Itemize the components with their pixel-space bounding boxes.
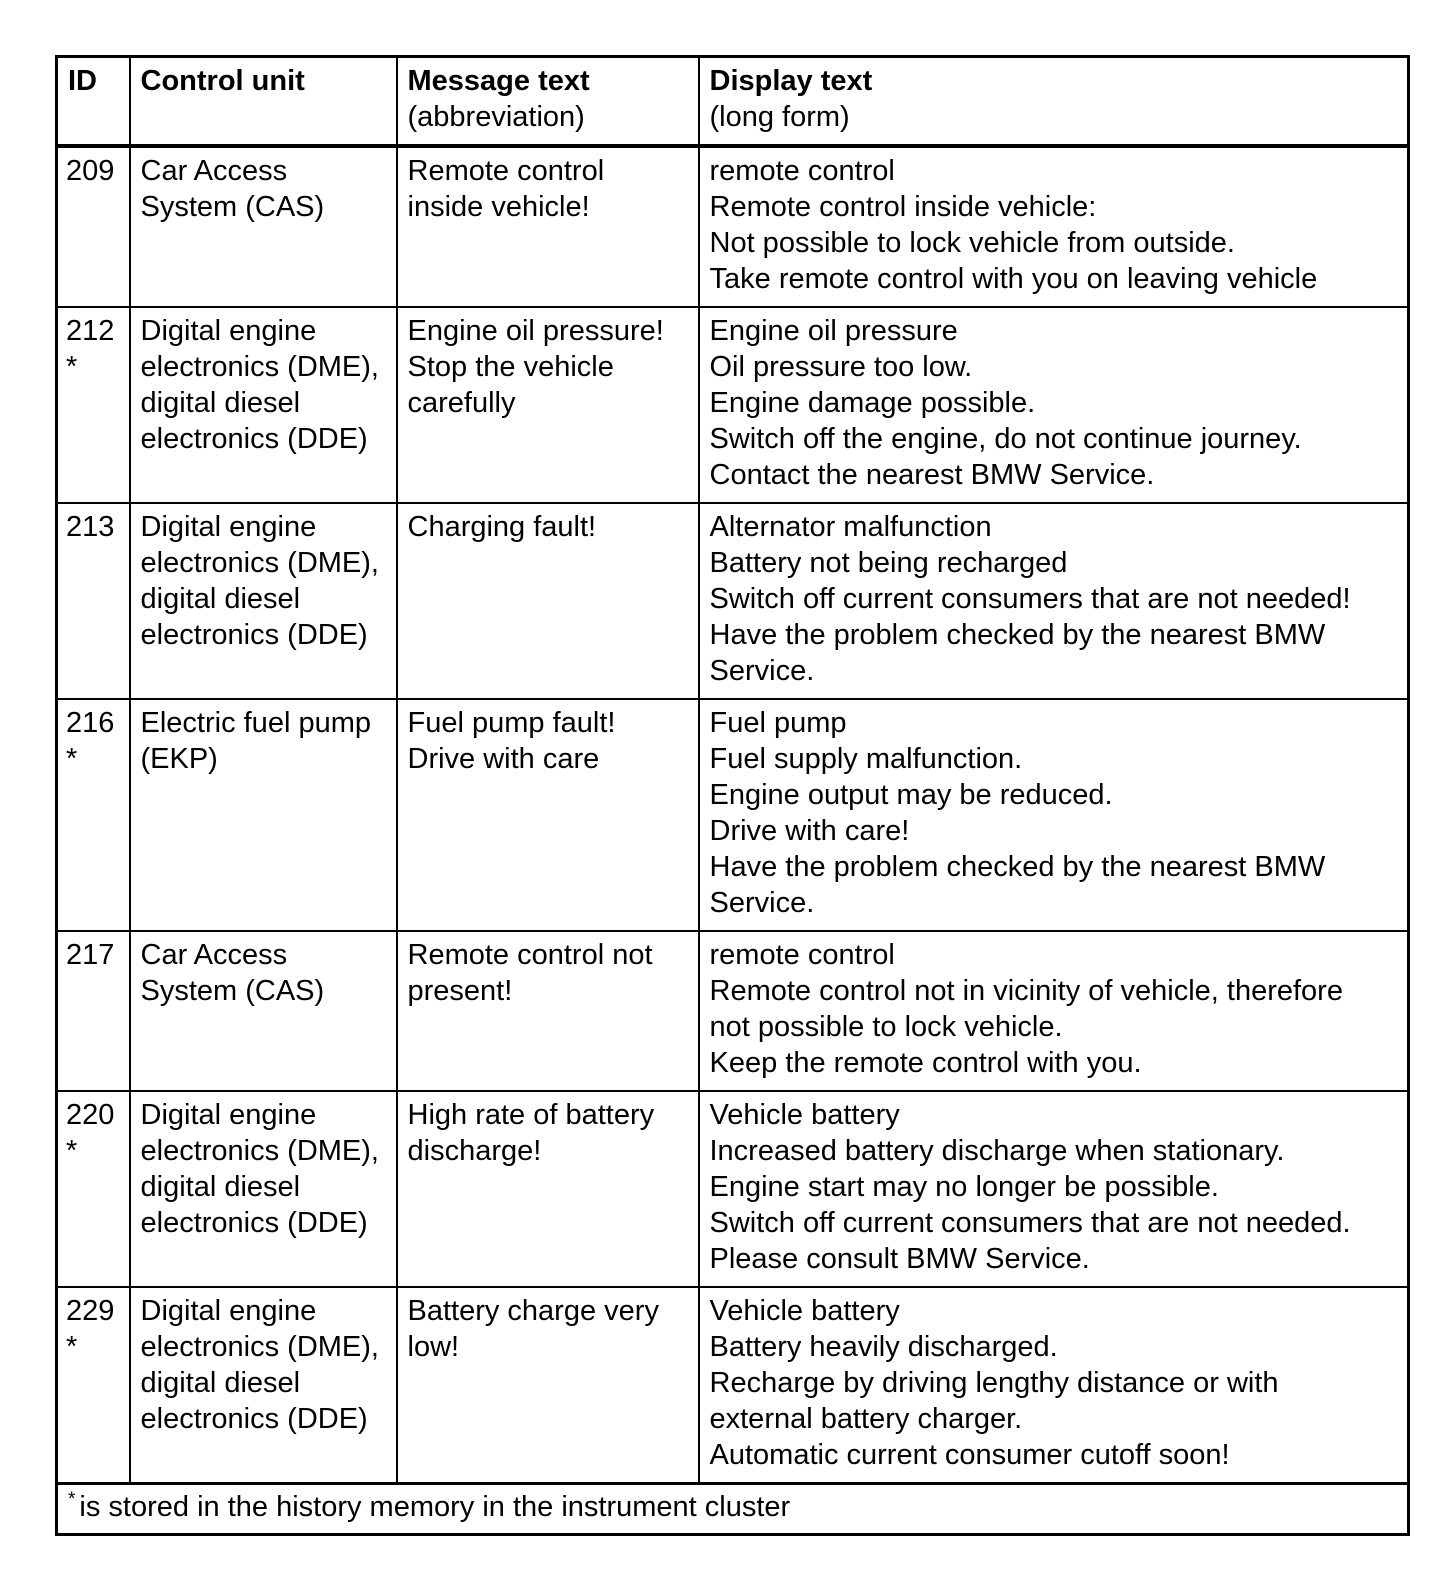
row-star: * — [66, 1331, 78, 1363]
table-row — [57, 1091, 1409, 1287]
message-text-cell — [397, 699, 699, 931]
table-header — [57, 57, 1409, 147]
row-id: 229 — [66, 1295, 115, 1327]
table-footer — [57, 1484, 1409, 1535]
display-line: Automatic current consumer cutoff soon! — [709, 1439, 1230, 1471]
table-row — [57, 1287, 1409, 1484]
display-line: Drive with care! — [709, 815, 910, 847]
row-star: * — [66, 351, 78, 383]
control-unit-text: Digital engine electronics (DME), digital diesel electronics (DDE) — [140, 315, 379, 455]
row-id-cell — [57, 1287, 130, 1484]
display-line: Not possible to lock vehicle from outside. — [709, 227, 1235, 259]
display-line: Have the problem checked by the nearest BMW Service. — [709, 619, 1326, 687]
header-display-subtitle: (long form) — [709, 101, 850, 133]
control-unit-cell — [130, 503, 397, 699]
table-row — [57, 931, 1409, 1091]
display-line: Battery not being recharged — [709, 547, 1068, 579]
display-line: Switch off current consumers that are not needed! — [709, 583, 1351, 615]
message-line: Battery charge very low! — [407, 1295, 659, 1363]
header-control-unit-label: Control unit — [140, 65, 305, 97]
message-line: Remote control inside vehicle! — [407, 155, 605, 223]
message-line: Remote control not present! — [407, 939, 653, 1007]
display-line: Engine output may be reduced. — [709, 779, 1113, 811]
row-id: 217 — [66, 939, 115, 971]
row-id: 220 — [66, 1099, 115, 1131]
footnote-marker: * — [68, 1489, 76, 1511]
display-line: Vehicle battery — [709, 1295, 900, 1327]
header-display-text — [699, 57, 1409, 147]
header-row — [57, 57, 1409, 147]
header-message-title: Message text — [407, 65, 590, 97]
control-unit-text: Digital engine electronics (DME), digital diesel electronics (DDE) — [140, 1099, 379, 1239]
display-line: Remote control inside vehicle: — [709, 191, 1097, 223]
control-unit-cell — [130, 1091, 397, 1287]
control-unit-text: Car Access System (CAS) — [140, 155, 325, 223]
display-line: Please consult BMW Service. — [709, 1243, 1090, 1275]
row-id-cell — [57, 699, 130, 931]
display-line: Engine damage possible. — [709, 387, 1036, 419]
footnote-text: is stored in the history memory in the instrument cluster — [79, 1491, 791, 1523]
header-display-title: Display text — [709, 65, 873, 97]
display-text-cell — [699, 307, 1409, 503]
row-id: 212 — [66, 315, 115, 347]
header-id — [57, 57, 130, 147]
check-control-message-table — [55, 55, 1410, 1536]
row-star: * — [66, 1135, 78, 1167]
row-id-cell — [57, 1091, 130, 1287]
message-text-cell — [397, 503, 699, 699]
control-unit-cell — [130, 146, 397, 307]
header-message-subtitle: (abbreviation) — [407, 101, 585, 133]
message-line: High rate of battery discharge! — [407, 1099, 655, 1167]
row-id: 209 — [66, 155, 115, 187]
row-id: 213 — [66, 511, 115, 543]
table-row — [57, 503, 1409, 699]
message-line: Engine oil pressure! — [407, 315, 664, 347]
control-unit-cell — [130, 699, 397, 931]
display-text-cell — [699, 1287, 1409, 1484]
message-line: Charging fault! — [407, 511, 597, 543]
control-unit-text: Car Access System (CAS) — [140, 939, 325, 1007]
table-row — [57, 699, 1409, 931]
message-text-cell — [397, 146, 699, 307]
display-line: Switch off the engine, do not continue journey. — [709, 423, 1302, 455]
header-control-unit — [130, 57, 397, 147]
display-line: Engine oil pressure — [709, 315, 958, 347]
message-line: Drive with care — [407, 743, 600, 775]
table-row — [57, 307, 1409, 503]
display-line: Alternator malfunction — [709, 511, 992, 543]
display-line: Switch off current consumers that are not needed. — [709, 1207, 1351, 1239]
footnote-cell — [57, 1484, 1409, 1535]
message-text-cell — [397, 307, 699, 503]
row-id: 216 — [66, 707, 115, 739]
row-id-cell — [57, 931, 130, 1091]
message-line: Stop the vehicle carefully — [407, 351, 614, 419]
table-row — [57, 146, 1409, 307]
control-unit-text: Digital engine electronics (DME), digital diesel electronics (DDE) — [140, 1295, 379, 1435]
display-text-cell — [699, 699, 1409, 931]
display-line: Take remote control with you on leaving vehicle — [709, 263, 1318, 295]
message-text-cell — [397, 1287, 699, 1484]
control-unit-cell — [130, 931, 397, 1091]
footnote-row — [57, 1484, 1409, 1535]
display-line: Engine start may no longer be possible. — [709, 1171, 1219, 1203]
display-line: Recharge by driving lengthy distance or with external battery charger. — [709, 1367, 1279, 1435]
message-text-cell — [397, 1091, 699, 1287]
display-text-cell — [699, 503, 1409, 699]
header-id-label: ID — [68, 65, 97, 97]
display-line: Contact the nearest BMW Service. — [709, 459, 1155, 491]
display-line: Fuel pump — [709, 707, 847, 739]
table-body — [57, 146, 1409, 1484]
display-text-cell — [699, 1091, 1409, 1287]
display-line: Remote control not in vicinity of vehicle, therefore not possible to lock vehicle. — [709, 975, 1343, 1043]
display-line: Battery heavily discharged. — [709, 1331, 1058, 1363]
display-line: Have the problem checked by the nearest BMW Service. — [709, 851, 1326, 919]
control-unit-cell — [130, 307, 397, 503]
message-text-cell — [397, 931, 699, 1091]
display-text-cell — [699, 931, 1409, 1091]
display-line: remote control — [709, 939, 895, 971]
row-id-cell — [57, 307, 130, 503]
display-text-cell — [699, 146, 1409, 307]
display-line: Keep the remote control with you. — [709, 1047, 1142, 1079]
row-id-cell — [57, 146, 130, 307]
display-line: Fuel supply malfunction. — [709, 743, 1023, 775]
control-unit-text: Digital engine electronics (DME), digital diesel electronics (DDE) — [140, 511, 379, 651]
control-unit-cell — [130, 1287, 397, 1484]
display-line: Increased battery discharge when stationary. — [709, 1135, 1285, 1167]
row-star: * — [66, 743, 78, 775]
control-unit-text: Electric fuel pump (EKP) — [140, 707, 371, 775]
header-message-text — [397, 57, 699, 147]
display-line: Oil pressure too low. — [709, 351, 973, 383]
row-id-cell — [57, 503, 130, 699]
display-line: Vehicle battery — [709, 1099, 900, 1131]
display-line: remote control — [709, 155, 895, 187]
message-line: Fuel pump fault! — [407, 707, 616, 739]
